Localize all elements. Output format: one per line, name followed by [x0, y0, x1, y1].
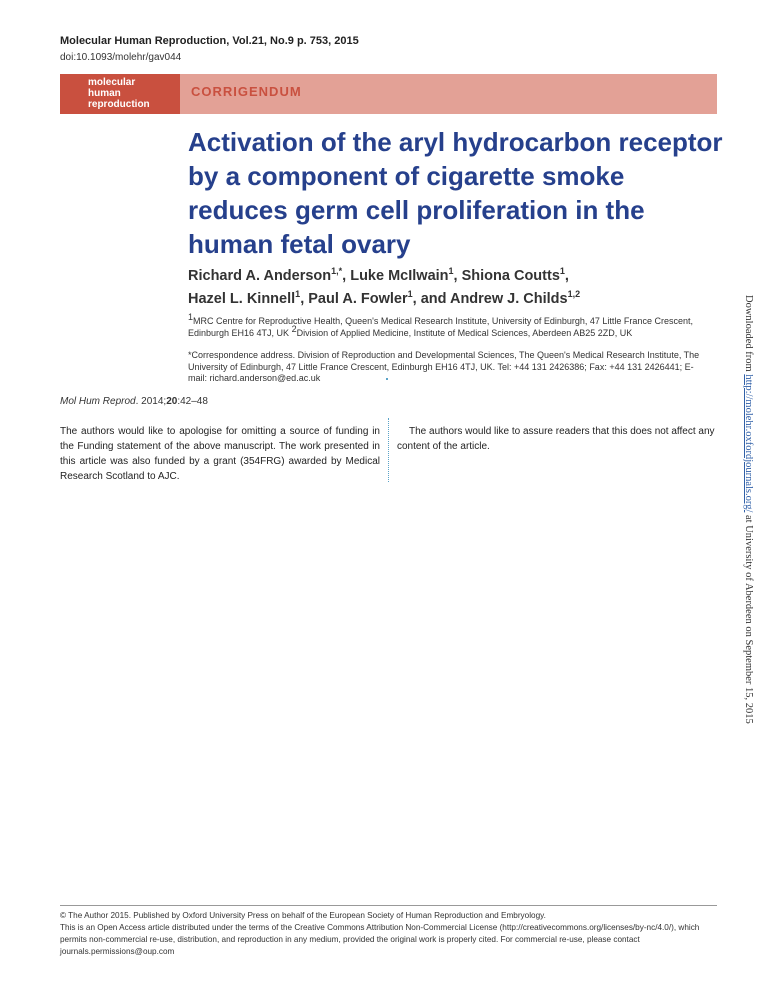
affiliations [188, 312, 708, 339]
license-footer [60, 910, 720, 958]
author-affiliation-mark: 1 [295, 289, 301, 300]
column-marker [386, 378, 388, 380]
author-affiliation-mark: 1 [448, 266, 454, 277]
author-name: Richard A. Anderson [188, 268, 332, 284]
author-affiliation-mark: 1 [559, 266, 565, 277]
license-text: This is an Open Access article distributed under the terms of the Creative Commons Attribution Non-Commercial License (http://creativecommons.org/licenses/by-nc/4.0/), which permits non-commercial re-use, distribution, and reproduction in any medium, provided the original work is properly cited. For commercial re-use, please contact journals.permissions@oup.com [60, 923, 700, 956]
column-divider [388, 418, 389, 482]
author-separator: , [564, 268, 569, 284]
author-list [188, 265, 708, 311]
citation-volume: 20 [166, 396, 178, 407]
body-column-left: The authors would like to apologise for omitting a source of funding in the Funding statement of the above manuscript. The work presented in this article was also funded by a grant (354FRG) awarded by Medical Research Scotland to AJC. [60, 426, 380, 482]
author-name: Andrew J. Childs [449, 291, 568, 307]
author-affiliation-mark: 1,* [331, 266, 343, 277]
footer-divider [60, 905, 717, 906]
citation-year: . 2014; [135, 396, 167, 407]
download-notice [743, 295, 754, 724]
logo-line-3: reproduction [88, 99, 150, 110]
affiliation-mark: 1 [188, 312, 194, 322]
download-notice-prefix: Downloaded from [743, 295, 754, 375]
body-column-right: The authors would like to assure readers that this does not affect any content of the article. [397, 426, 715, 452]
download-notice-suffix: at University of Aberdeen on September 15, 2015 [743, 512, 754, 724]
affiliation-mark: 2 [291, 323, 297, 334]
article-type-label: CORRIGENDUM [191, 84, 302, 99]
download-link[interactable]: http://molehr.oxfordjournals.org/ [743, 374, 754, 513]
article-title: Activation of the aryl hydrocarbon receptor by a component of cigarette smoke reduces germ cell proliferation in the human fetal ovary [188, 127, 723, 259]
correspondence-address: *Correspondence address. Division of Reproduction and Developmental Sciences, The Queen's Medical Research Institute, The University of Edinburgh, 47 Little France Crescent, Edinburgh EH16 4TJ, UK. Tel: +44 131 2426386; Fax: +44 131 2426441; E-mail: richard.anderson@ed.ac.uk [188, 350, 700, 383]
author-name: Luke McIlwain [350, 268, 449, 284]
author-separator: , and [412, 291, 450, 307]
author-name: Paul A. Fowler [308, 291, 408, 307]
logo-line-1: molecular [88, 77, 136, 88]
author-affiliation-mark: 1,2 [567, 289, 581, 300]
citation-journal: Mol Hum Reprod [60, 396, 136, 407]
author-name: Hazel L. Kinnell [188, 291, 296, 307]
doi: doi:10.1093/molehr/gav044 [60, 52, 182, 63]
author-name: Shiona Coutts [461, 268, 560, 284]
author-separator: , [300, 291, 309, 307]
author-separator: , [342, 268, 351, 284]
section-banner [60, 74, 717, 114]
logo-line-2: human [88, 88, 121, 99]
original-article-citation [60, 396, 208, 407]
affiliation-2: Division of Applied Medicine, Institute of Medical Sciences, Aberdeen AB25 2ZD, UK [296, 327, 633, 338]
copyright-line: © The Author 2015. Published by Oxford University Press on behalf of the European Society of Human Reproduction and Embryology. [60, 911, 546, 920]
author-affiliation-mark: 1 [407, 289, 413, 300]
journal-citation-line: Molecular Human Reproduction, Vol.21, No.9 p. 753, 2015 [60, 35, 359, 47]
affiliation-1: MRC Centre for Reproductive Health, Queen's Medical Research Institute, University of Edinburgh, 47 Little France Crescent, Edinburgh EH16 4TJ, UK [188, 316, 693, 338]
journal-logo [60, 74, 180, 114]
author-separator: , [453, 268, 462, 284]
citation-pages: :42–48 [177, 396, 208, 407]
